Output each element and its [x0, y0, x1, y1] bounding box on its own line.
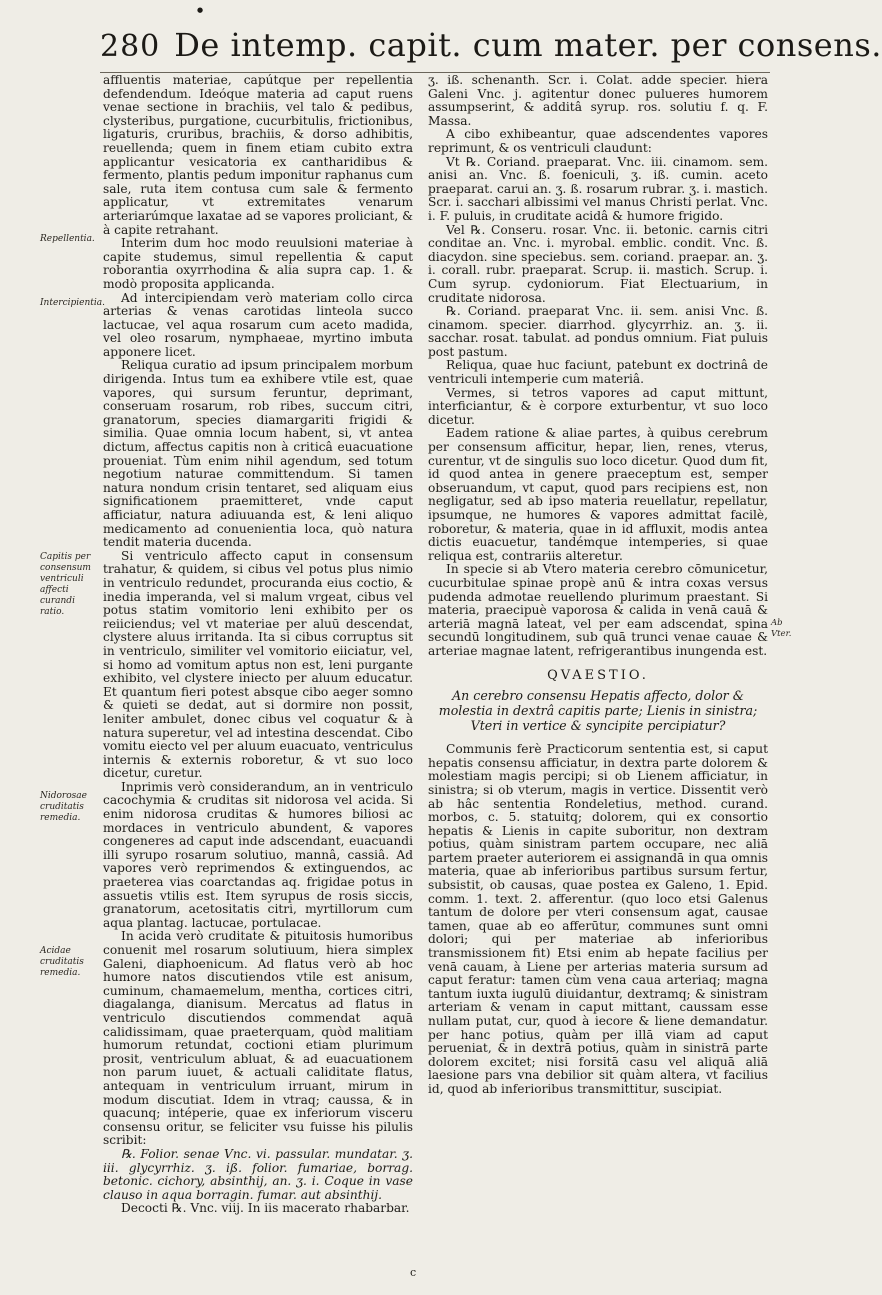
prescription: ℞. Folior. senae Vnc. vi. passular. mundatar. ʒ. iii. glycyrrhiz. ʒ. iß. folior. fumariae, borrag. betonic. cichory, absinthij, an. ʒ. i. Coque in vase clauso in aqua borragin. fumar. aut absinthij. — [103, 1146, 413, 1202]
paragraph: Ad intercipiendam verò materiam collo circa arterias & venas carotidas linteola succo lactucae, vel aqua rosarum cum aceto madida, vel oleo rosarum, nymphaeae, myrtino imbuta apponere licet. — [103, 290, 413, 359]
marginal-note-ab-utero: Ab Vter. — [771, 618, 792, 639]
page-header — [100, 26, 882, 73]
paragraph: In acida verò cruditate & pituitosis humoribus conuenit mel rosarum solutiuum, hiera simplex Galeni, diaphoenicum. Ad flatus verò ab hoc humore natos discutiendos vtile est anisum, cuminum, chamaemelum, mentha, cortices citri, diagalanga, dianisum. Mercatus ad flatus in ventriculo discutiendos commendat aquā calidissimam, quae praeterquam, quòd malitiam humorum retundat, coctioni etiam plurimum prosit, ventriculum abluat, & ad euacuationem non parum iuuet, & actuali caliditate flatus, antequam in ventriculum irruant, mirum in modum discutiat. Idem in vtraq; caussa, & in quacunq; intéperie, quae ex inferiorum visceru consensu oritur, se feliciter vsu fuisse his pilulis scribit: — [103, 929, 413, 1148]
question-text: An cerebro consensu Hepatis affecto, dolor & molestia in dextrâ capitis parte; Lienis in sinistra; Vteri in vertice & syncipite percipiatur? — [438, 688, 758, 734]
paragraph: Inprimis verò considerandum, an in ventriculo cacochymia & cruditas sit nidorosa vel acida. Si enim nidorosa cruditas & humores biliosi ac mordaces in ventriculo abundent, & vapores congeneres ad caput inde adscendant, euacuandi illi syrupo rosarum solutiuo, mannâ, cassiâ. Ad vapores verò reprimendos & extinguendos, ac praeterea vias coarctandas aq. frigidae potus in assuetis vtilis est. Item syrupus de rosis siccis, granatorum, acetositatis citri, myrtillorum cum aqua plantag. lactucae, portulacae. — [103, 779, 413, 930]
paragraph: ʒ. iß. schenanth. Scr. i. Colat. adde specier. hiera Galeni Vnc. j. agitentur donec pulueres humorem assumpserint, & additâ syrup. ros. solutiu f. q. F. Massa. — [428, 73, 768, 128]
prescription: Vt ℞. Coriand. praeparat. Vnc. iii. cinamom. sem. anisi an. Vnc. ß. foeniculi, ʒ. iß. cumin. aceto praeparat. carui an. ʒ. ß. rosarum rubrar. ʒ. i. mastich. Scr. i. sacchari albissimi vel manus Christi perlat. Vnc. i. F. puluis, in cruditate acidâ & humore frigido. — [428, 154, 768, 223]
marginal-note-nidorosae: Nidorosae cruditatis remedia. — [40, 791, 87, 823]
paragraph: Interim dum hoc modo reuulsioni materiae à capite studemus, simul repellentia & caput roborantia oxyrrhodina & alia supra cap. 1. & modò proposita applicanda. — [103, 236, 413, 291]
marginal-note-repellentia: Repellentia. — [40, 234, 95, 244]
paragraph: A cibo exhibeantur, quae adscendentes vapores reprimunt, & os ventriculi claudunt: — [428, 127, 768, 155]
marginal-note-capitis: Capitis per consensum ventriculi affecti curandi ratio. — [40, 552, 91, 617]
paragraph: Vermes, si tetros vapores ad caput mittunt, interficiantur, & è corpore exturbentur, vt suo loco dicetur. — [428, 385, 768, 427]
marginal-note-acidae: Acidae cruditatis remedia. — [40, 946, 84, 978]
prescription: Vel ℞. Conseru. rosar. Vnc. ii. betonic. carnis citri conditae an. Vnc. i. myrobal. emblic. condit. Vnc. ß. diacydon. sine speciebus. sem. coriand. praepar. an. ʒ. i. corall. rubr. praeparat. Scrup. ii. mastich. Scrup. i. Cum syrup. cydoniorum. Fiat Electuarium, in cruditate nidorosa. — [428, 222, 768, 305]
page-number: 280 — [100, 29, 161, 64]
right-column — [428, 74, 768, 1254]
paragraph: Reliqua curatio ad ipsum principalem morbum dirigenda. Intus tum ea exhibere vtile est, quae vapores, qui sursum feruntur, deprimant, conseruam rosarum, rob ribes, succum citri, granatorum, species diamargariti frigidi & similia. Quae omnia locum habent, si, vt antea dictum, affectus capitis non à criticâ euacuatione proueniat. Tùm enim nihil agendum, sed totum negotium naturae committendum. Si tamen natura nondum crisin tentaret, sed aliquam eius significationem praemitteret, vnde caput afficiatur, natura adiuuanda est, & leni aliquo medicamento ad conuenientia loca, quò natura tendit materia ducenda. — [103, 358, 413, 550]
top-dot: ● — [197, 6, 204, 14]
section-heading: QVAESTIO. — [547, 667, 649, 683]
paragraph: affluentis materiae, capútque per repellentia defendendum. Ideóque materia ad caput ruens venae sectione in brachiis, vel talo & pedibus, clysteribus, purgatione, cucurbitulis, frictionibus, ligaturis, cruribus, brachiis, & dorso adhibitis, reuellenda; quem in finem etiam cubito extra applicantur vesicatoria ex cantharidibus & fermento, plantis pedum imponitur raphanus cum sale, ruta item contusa cum sale & fermento applicatur, vt extremitates venarum arteriarúmque laxatae ad se vapores proliciant, & à capite retrahant. — [103, 73, 413, 237]
paragraph: Reliqua, quae huc faciunt, patebunt ex doctrinâ de ventriculi intemperie cum materiâ. — [428, 358, 768, 387]
paragraph: In specie si ab Vtero materia cerebro cōmunicetur, cucurbitulae spinae propè anū & intra coxas versus pudenda admotae reuellendo plurimum praestant. Si materia, praecipuè vaporosa & calida in venā cauā & arteriā magnā lateat, vel per eam adscendat, spina secundū longitudinem, sub quā trunci venae cauae & arteriae magnae latent, refrigerantibus inungenda est. — [428, 562, 768, 658]
marginal-note-intercipientia: Intercipientia. — [40, 298, 105, 308]
paragraph: Communis ferè Practicorum sententia est, si caput hepatis consensu afficiatur, in dextra parte dolorem & molestiam magis percipi; si ob Lienem afficiatur, in sinistra; si ob vterum, magis in vertice. Dissentit verò ab hâc sententia Rondeletius, method. curand. morbos, c. 5. statuitq; dolorem, qui ex consortio hepatis & Lienis in capite suboritur, non dextram potius, quàm sinistram partem occupare, nec aliā partem praeter auteriorem ei assignandā in qua omnis materia, quae ab inferioribus partibus sursum fertur, subsistit, ob causas, quae postea ex Galeno, 1. Epid. comm. 1. text. 2. afferentur. (quo loco etsi Galenus tantum de dolore per vteri consensum agat, causae tamen, quae ab eo afferūtur, communes sunt omni dolori; qui per materiae ab inferioribus transmissionem fit) Etsi enim ab hepate facilius per venā cauam, à Liene per arterias materia sursum ad caput feratur: tamen cùm vena caua arteriaq; magna tantum iuxta iugulū diuidantur, dextramq; & sinistram arteriam & venam in caput mittant, caussam esse nullam putat, cur, quod à iecore & liene demandatur. per hanc potius, quàm per illā viam ad caput perueniat, & in dextrā potius, quàm in sinistrā parte dolorem excitet; nisi forsitā casu vel aliquā aliā laesione pars vna debilior sit quàm altera, vt facilius id, quod ab inferioribus transmittitur, suscipiat. — [428, 742, 768, 1096]
prescription: ℞. Coriand. praeparat Vnc. ii. sem. anisi Vnc. ß. cinamom. specier. diarrhod. glycyrrhiz. an. ʒ. ii. sacchar. rosat. tabulat. ad pondus omnium. Fiat puluis post pastum. — [428, 304, 768, 359]
footer-mark: c — [410, 1266, 417, 1279]
left-column — [103, 74, 413, 1254]
paragraph: Decocti ℞. Vnc. viij. In iis macerato rhabarbar. — [121, 1201, 410, 1216]
running-title: De intemp. capit. cum mater. per consens. — [174, 26, 882, 64]
paragraph: Si ventriculo affecto caput in consensum trahatur, & quidem, si cibus vel potus plus nimio in ventriculo redundet, procuranda eius coctio, & inedia imperanda, vel si malum vrgeat, cibus vel potus statim vomitorio leni exhibito per os reiiciendus; vel vt materiae per aluū descendat, clystere aluus irritanda. Ita si cibus corruptus sit in ventriculo, similiter vel vomitorio eiiciatur, vel, si homo ad vomitum aptus non est, leni purgante exhibito, vel clystere iniecto per aluum educatur. Et quantum fieri potest absque cibo aeger somno & quieti se dedat, aut si dormire non possit, leniter ambulet, donec cibus vel coquatur & à natura superetur, vel ad intestina descendat. Cibo vomitu eiecto vel per aluum euacuato, ventriculus internis & externis roboretur, & vt suo loco dicetur, curetur. — [103, 548, 413, 781]
paragraph: Eadem ratione & aliae partes, à quibus cerebrum per consensum afficitur, hepar, lien, renes, vterus, curentur, vt de singulis suo loco dicetur. Quod dum fit, id quod antea in genere praeceptum est, semper obseruandum, vt caput, quod pars recipiens est, non negligatur, sed ab ipso materia reuellatur, repellatur, ipsumque, ne humores & vapores admittat facilè, roboretur, & materia, quae in id affluxit, modis antea dictis euacuetur, tandémque intemperies, si quae reliqua est, contrariis alteretur. — [428, 426, 768, 563]
